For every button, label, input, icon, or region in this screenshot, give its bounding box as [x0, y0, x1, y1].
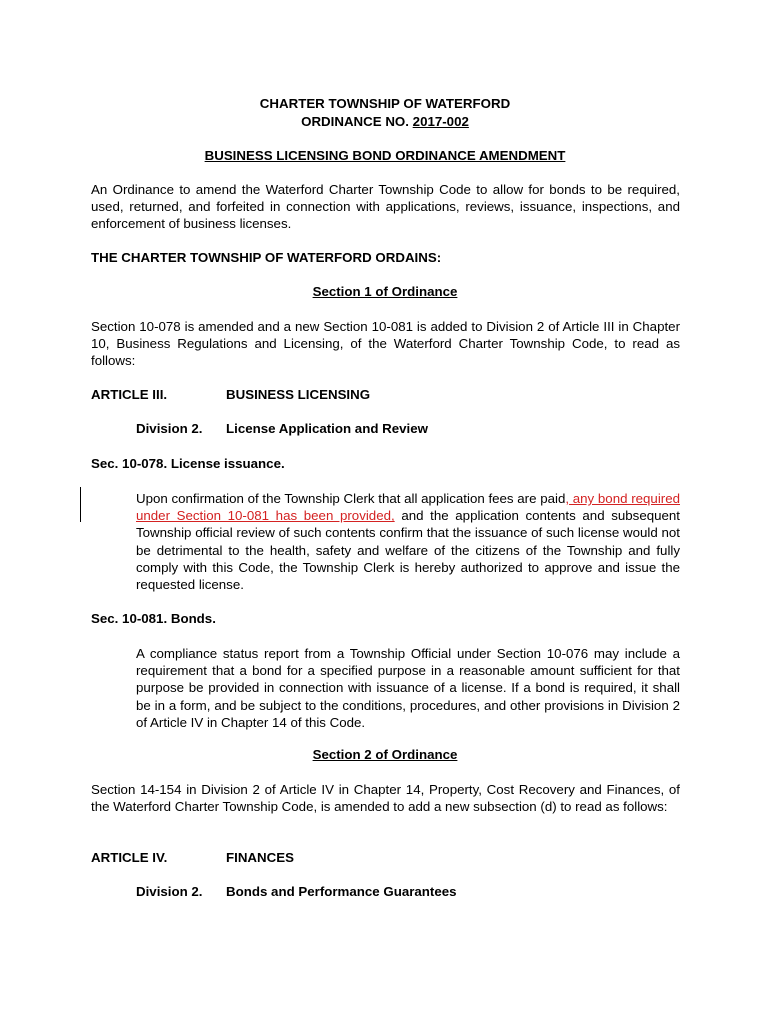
article-3-label: ARTICLE III. — [91, 387, 168, 402]
section-2-text: Section 14-154 in Division 2 of Article IV in Chapter 14, Property, Cost Recovery and Finances, of the Waterford Charter Township Code, is amended to add a new subsection (d) to read as follows: — [91, 782, 680, 815]
revision-change-bar — [80, 487, 81, 522]
sec-10-078-text — [136, 490, 680, 593]
township-title: CHARTER TOWNSHIP OF WATERFORD — [259, 96, 511, 111]
ordinance-title: BUSINESS LICENSING BOND ORDINANCE AMENDMENT — [204, 148, 566, 163]
division-2-bonds-title: Bonds and Performance Guarantees — [226, 884, 457, 899]
article-4-label: ARTICLE IV. — [91, 850, 168, 865]
sec-10-078-text-after: and the application contents and subsequent Township official review of such contents confirm that the issuance of such license would not be detrimental to the health, safety and welfare of the citizens of the Township and fully comply with this Code, the Township Clerk is hereby authorized to approve and issue the requested license. — [136, 508, 680, 593]
inserted-amendment-text: , any bond required under Section 10-081 has been provided, — [136, 491, 680, 524]
intro-paragraph: An Ordinance to amend the Waterford Charter Township Code to allow for bonds to be required, used, returned, and forfeited in connection with applications, reviews, issuance, inspections, and enforcement of business licenses. — [91, 182, 680, 232]
ordinance-number-line — [0, 114, 770, 129]
article-4-title: FINANCES — [226, 850, 294, 865]
sec-10-078-heading: Sec. 10-078. License issuance. — [91, 456, 285, 471]
section-1-heading: Section 1 of Ordinance — [312, 284, 458, 299]
ordinance-prefix: ORDINANCE NO. — [301, 114, 413, 129]
division-2-bonds-label: Division 2. — [136, 884, 203, 899]
division-2-label: Division 2. — [136, 421, 203, 436]
ordinance-number: 2017-002 — [412, 114, 469, 129]
ordains-heading: THE CHARTER TOWNSHIP OF WATERFORD ORDAINS: — [91, 250, 442, 265]
division-2-title: License Application and Review — [226, 421, 428, 436]
article-3-title: BUSINESS LICENSING — [226, 387, 371, 402]
sec-10-081-heading: Sec. 10-081. Bonds. — [91, 611, 216, 626]
section-2-heading: Section 2 of Ordinance — [312, 747, 458, 762]
sec-10-081-text: A compliance status report from a Township Official under Section 10-076 may include a requirement that a bond for a specified purpose in a reasonable amount sufficient for that purpose be provided in connection with issuance of a license. If a bond is required, it shall be in a form, and be subject to the conditions, procedures, and other provisions in Division 2 of Article IV in Chapter 14 of this Code. — [136, 646, 680, 730]
section-1-text: Section 10-078 is amended and a new Section 10-081 is added to Division 2 of Article III in Chapter 10, Business Regulations and Licensing, of the Waterford Charter Township Code, to read as follows: — [91, 319, 680, 369]
sec-10-078-text-before: Upon confirmation of the Township Clerk that all application fees are paid — [136, 491, 566, 506]
